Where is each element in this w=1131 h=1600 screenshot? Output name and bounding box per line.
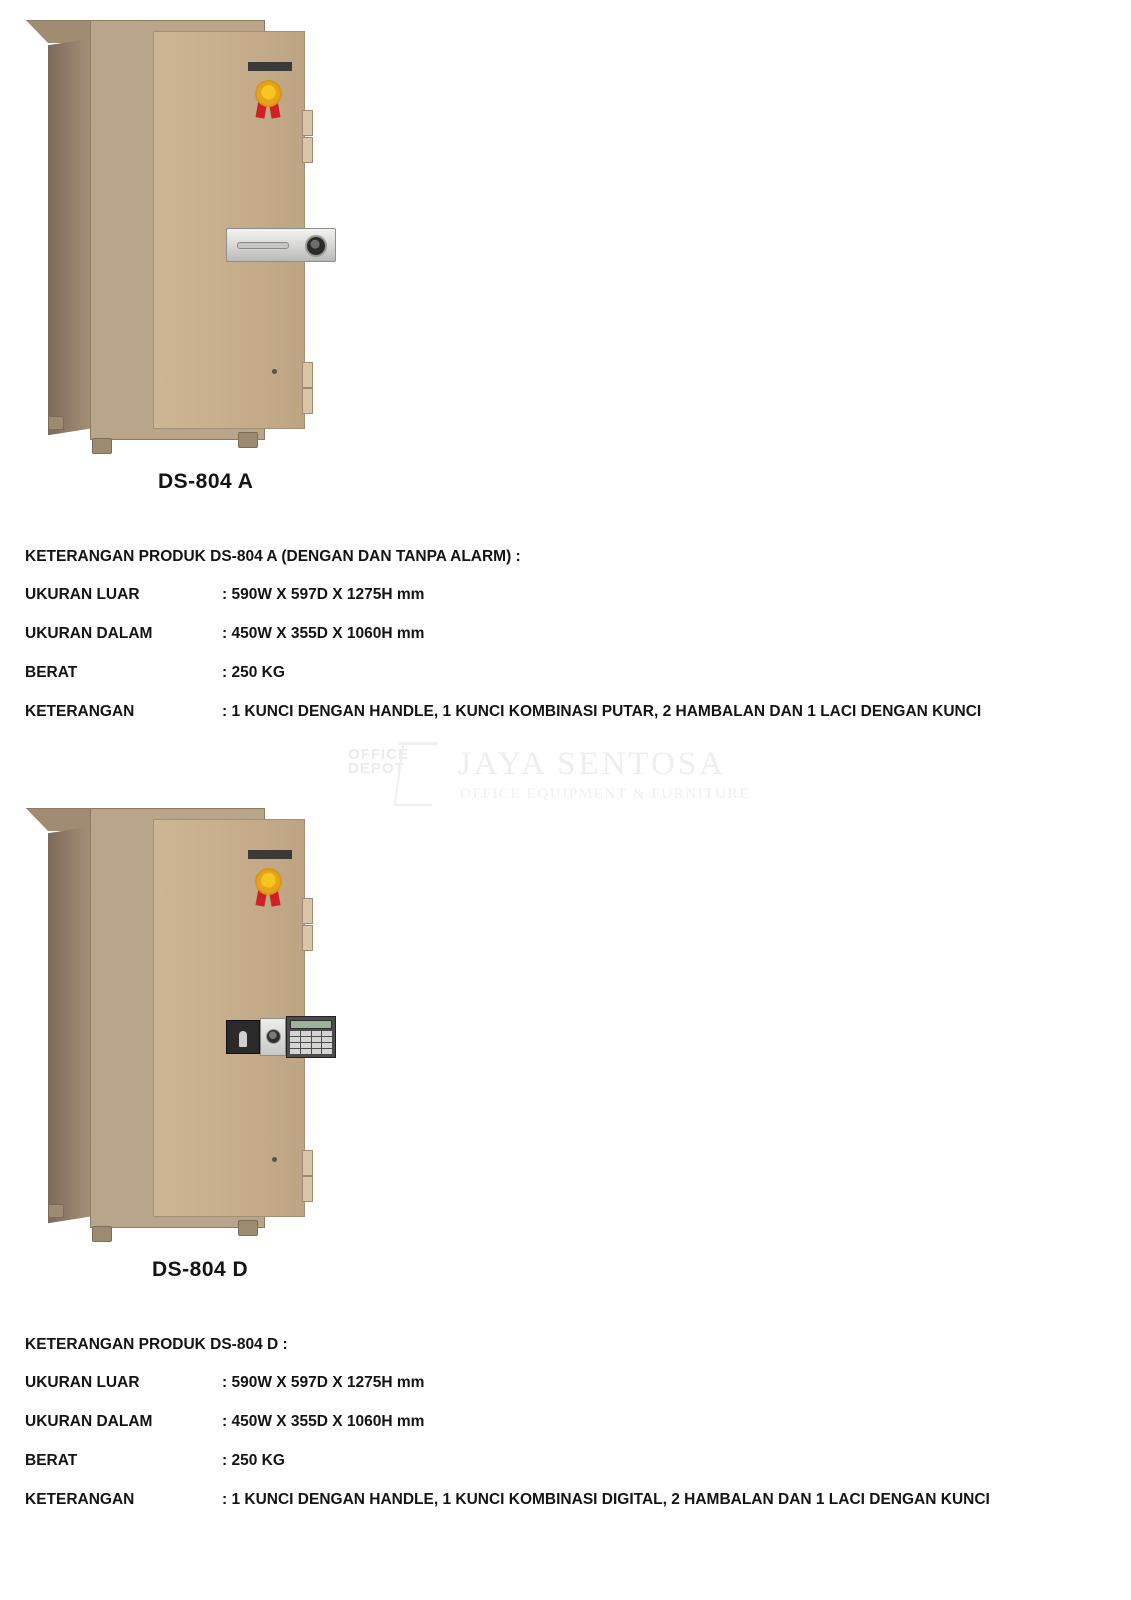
door-handle <box>237 242 289 249</box>
hinge-icon <box>302 110 313 136</box>
keypad-key <box>312 1043 322 1048</box>
digital-keypad <box>286 1016 336 1058</box>
spec-row <box>25 625 1110 643</box>
spec-table-2 <box>25 1336 1110 1530</box>
spec-key: UKURAN DALAM <box>25 1413 153 1430</box>
safe-body <box>90 20 265 440</box>
watermark-company: JAYA SENTOSA <box>458 746 726 782</box>
lock-knob-icon <box>266 1029 281 1044</box>
keyplate <box>226 1020 260 1054</box>
keypad-key <box>290 1043 300 1048</box>
spec-value: : 250 KG <box>222 664 285 681</box>
spec-value: : 450W X 355D X 1060H mm <box>222 625 425 642</box>
watermark-tagline: OFFICE EQUIPMENT & FURNITURE <box>460 786 750 802</box>
spec-key: UKURAN LUAR <box>25 586 140 603</box>
spec-key: BERAT <box>25 1452 78 1469</box>
combination-dial-icon <box>305 235 327 257</box>
caster-icon <box>238 432 258 448</box>
keypad-key <box>290 1037 300 1042</box>
hinge-icon <box>302 1176 313 1202</box>
rosette-icon <box>255 868 282 895</box>
keypad-key <box>322 1037 332 1042</box>
watermark-depot-text: DEPOT <box>348 760 405 777</box>
watermark-j-icon <box>394 742 441 806</box>
keyhole-icon <box>239 1031 247 1047</box>
spec-row <box>25 1491 1110 1509</box>
spec-key: KETERANGAN <box>25 1491 135 1508</box>
hinge-icon <box>302 362 313 388</box>
safe-door <box>153 819 305 1217</box>
caster-icon <box>92 1226 112 1242</box>
hinge-icon <box>302 925 313 951</box>
hinge-icon <box>302 898 313 924</box>
spec-row <box>25 1452 1110 1470</box>
keypad-key <box>301 1043 311 1048</box>
caster-icon <box>92 438 112 454</box>
keypad-key <box>322 1049 332 1054</box>
watermark-office-depot <box>348 748 409 776</box>
caster-icon <box>48 1204 64 1218</box>
caster-icon <box>238 1220 258 1236</box>
door-stud <box>272 1157 277 1162</box>
caster-icon <box>48 416 64 430</box>
door-stud <box>272 369 277 374</box>
spec-row <box>25 664 1110 682</box>
product-block-2 <box>0 808 1131 1508</box>
brand-nameplate <box>248 850 292 859</box>
spec-row <box>25 703 1110 721</box>
safe-illustration <box>40 20 290 445</box>
spec-key: UKURAN LUAR <box>25 1374 140 1391</box>
keypad-key <box>290 1049 300 1054</box>
dial-lock-assembly <box>226 228 336 262</box>
spec-value: : 590W X 597D X 1275H mm <box>222 1374 425 1391</box>
spec-title: KETERANGAN PRODUK DS-804 D : <box>25 1336 288 1353</box>
product-block-1 <box>0 20 1131 720</box>
keypad-key <box>322 1031 332 1036</box>
digital-lock-assembly <box>226 1016 338 1058</box>
spec-table-1 <box>25 548 1110 742</box>
keypad-key <box>301 1031 311 1036</box>
safe-door <box>153 31 305 429</box>
spec-value: : 450W X 355D X 1060H mm <box>222 1413 425 1430</box>
handle-plate <box>260 1018 286 1056</box>
keypad-key <box>322 1043 332 1048</box>
keypad-key <box>290 1031 300 1036</box>
spec-value: : 1 KUNCI DENGAN HANDLE, 1 KUNCI KOMBINASI PUTAR, 2 HAMBALAN DAN 1 LACI DENGAN KUNCI <box>222 703 982 720</box>
safe-side-panel <box>48 826 94 1223</box>
spec-key: BERAT <box>25 664 78 681</box>
watermark-office-text: OFFICE <box>348 746 409 763</box>
spec-key: KETERANGAN <box>25 703 135 720</box>
spec-row <box>25 1374 1110 1392</box>
spec-row <box>25 1413 1110 1431</box>
safe-side-panel <box>48 38 94 435</box>
watermark-j-top <box>398 742 438 745</box>
safe-figure-1 <box>40 20 340 493</box>
keypad-key <box>312 1031 322 1036</box>
hinge-icon <box>302 1150 313 1176</box>
spec-value: : 590W X 597D X 1275H mm <box>222 586 425 603</box>
spec-key: UKURAN DALAM <box>25 625 153 642</box>
brand-nameplate <box>248 62 292 71</box>
keypad-key <box>312 1037 322 1042</box>
rosette-icon <box>255 80 282 107</box>
brand-badge-icon <box>252 74 286 120</box>
spec-row <box>25 586 1110 604</box>
spec-title: KETERANGAN PRODUK DS-804 A (DENGAN DAN TANPA ALARM) : <box>25 548 521 565</box>
brand-badge-icon <box>252 862 286 908</box>
model-label: DS-804 A <box>158 470 254 493</box>
spec-value: : 250 KG <box>222 1452 285 1469</box>
keypad-key <box>301 1037 311 1042</box>
safe-body <box>90 808 265 1228</box>
keypad-keys <box>290 1031 332 1054</box>
spec-value: : 1 KUNCI DENGAN HANDLE, 1 KUNCI KOMBINASI DIGITAL, 2 HAMBALAN DAN 1 LACI DENGAN KUNCI <box>222 1491 990 1508</box>
hinge-icon <box>302 137 313 163</box>
safe-figure-2 <box>40 808 340 1281</box>
model-label: DS-804 D <box>152 1258 249 1281</box>
safe-illustration <box>40 808 290 1233</box>
keypad-display <box>290 1020 332 1029</box>
hinge-icon <box>302 388 313 414</box>
keypad-key <box>301 1049 311 1054</box>
keypad-key <box>312 1049 322 1054</box>
